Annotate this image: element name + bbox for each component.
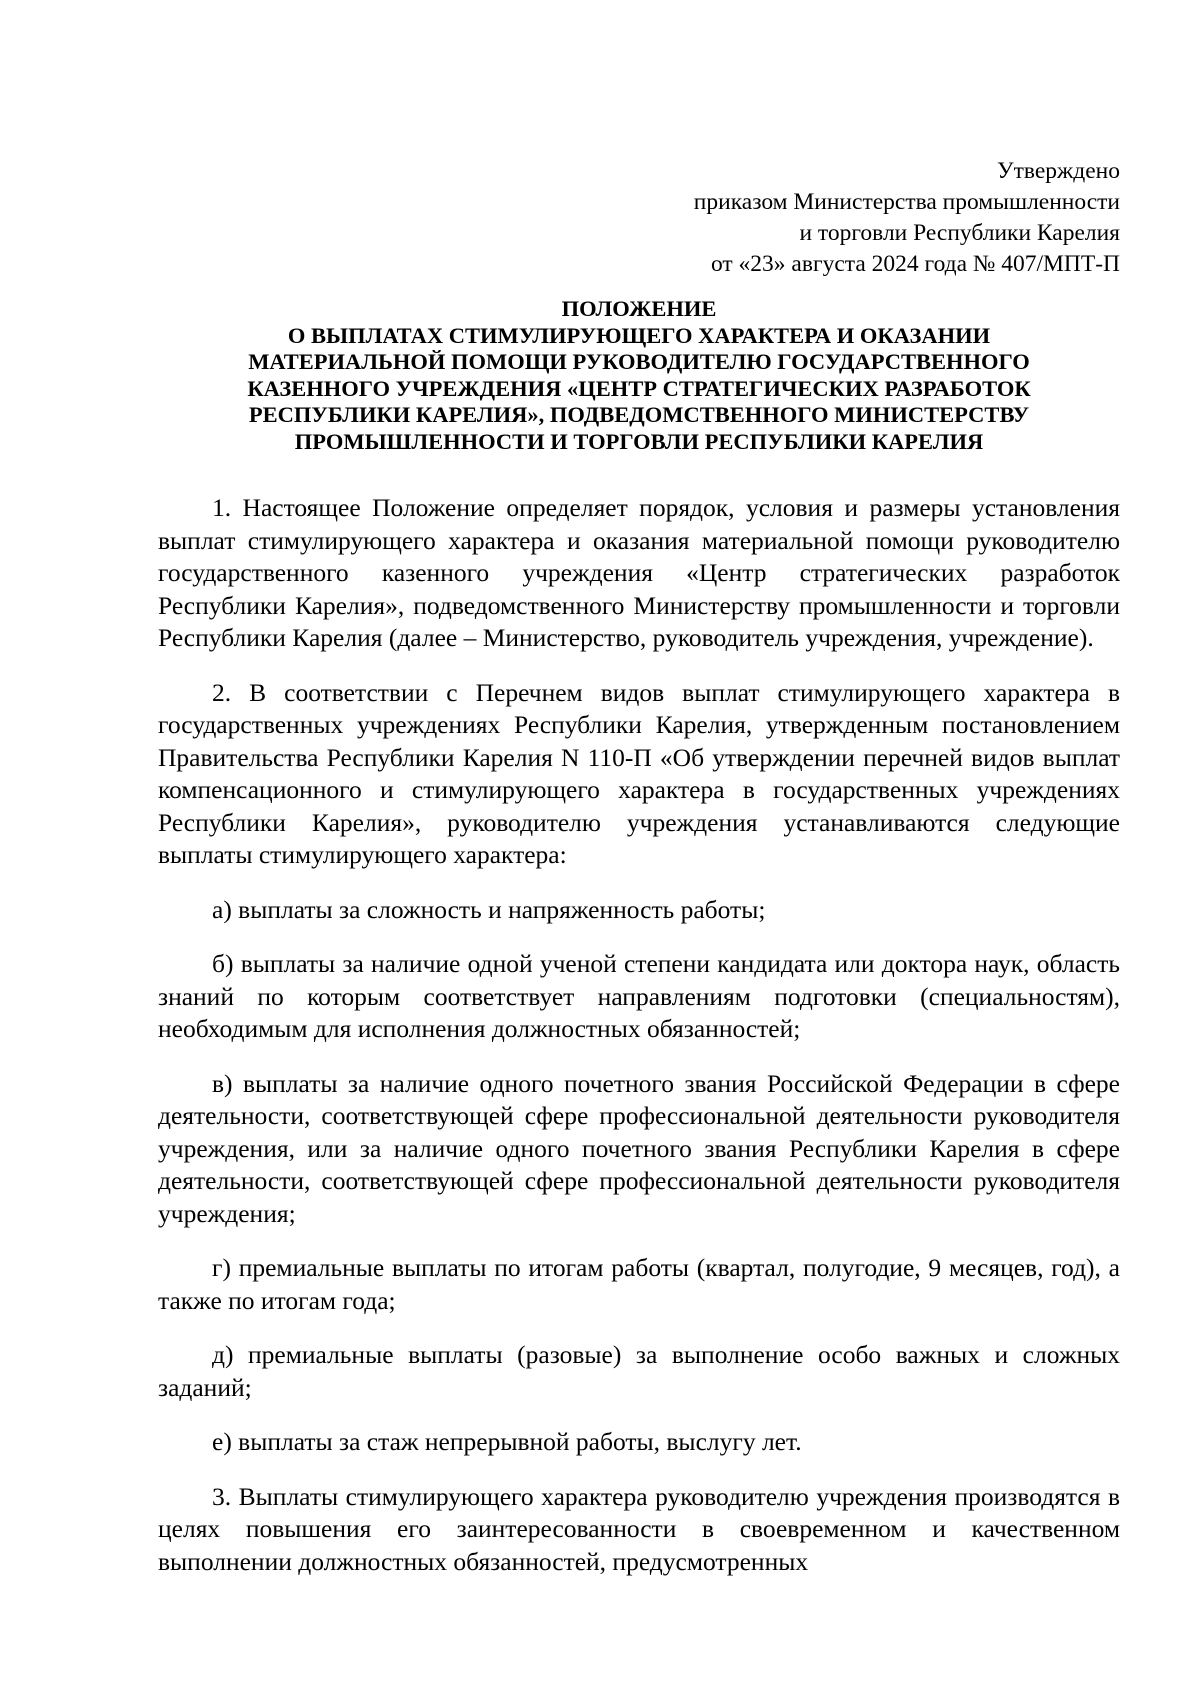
list-item-v: в) выплаты за наличие одного почетного звания Российской Федерации в сфере деятельности, соответствующей сфере профессиональной деятельности руководителя учреждения, или за наличие одного почетного звания Республики Карелия в сфере деятельности, соответствующей сфере профессиональной деятельности руководителя учреждения;: [158, 1068, 1120, 1228]
list-item-g: г) премиальные выплаты по итогам работы (квартал, полугодие, 9 месяцев, год), а также по итогам года;: [158, 1253, 1120, 1315]
title-line: О ВЫПЛАТАХ СТИМУЛИРУЮЩЕГО ХАРАКТЕРА И ОКАЗАНИИ: [287, 322, 991, 348]
approval-line: Утверждено: [997, 158, 1120, 184]
title-line: ПРОМЫШЛЕННОСТИ И ТОРГОВЛИ РЕСПУБЛИКИ КАРЕЛИЯ: [294, 428, 984, 454]
document-body: [158, 492, 1120, 1600]
paragraph-1: 1. Настоящее Положение определяет порядок, условия и размеры установления выплат стимулирующего характера и оказания материальной помощи руководителю государственного казенного учреждения «Центр стратегических разработок Республики Карелия», подведомственного Министерству промышленности и торговли Республики Карелия (далее – Министерство, руководитель учреждения, учреждение).: [158, 493, 1120, 652]
list-item-e: е) выплаты за стаж непрерывной работы, выслугу лет.: [212, 1427, 802, 1456]
document-page: [158, 0, 1120, 1697]
approval-line: от «23» августа 2024 года № 407/МПТ-П: [710, 251, 1120, 277]
list-item-d: д) премиальные выплаты (разовые) за выполнение особо важных и сложных заданий;: [158, 1340, 1120, 1402]
title-line: РЕСПУБЛИКИ КАРЕЛИЯ», ПОДВЕДОМСТВЕННОГО МИНИСТЕРСТВУ: [248, 402, 1030, 427]
list-item-a: а) выплаты за сложность и напряженность работы;: [212, 894, 766, 924]
title-line: ПОЛОЖЕНИЕ: [561, 296, 717, 321]
title-line: МАТЕРИАЛЬНОЙ ПОМОЩИ РУКОВОДИТЕЛЮ ГОСУДАРСТВЕННОГО: [248, 349, 1030, 374]
list-item-b: б) выплаты за наличие одной ученой степени кандидата или доктора наук, область знаний по которым соответствует направлениям подготовки (специальностям), необходимым для исполнения должностных обязанностей;: [158, 949, 1120, 1043]
approval-line: и торговли Республики Карелия: [799, 220, 1120, 246]
title-line: КАЗЕННОГО УЧРЕЖДЕНИЯ «ЦЕНТР СТРАТЕГИЧЕСКИХ РАЗРАБОТОК: [247, 375, 1031, 401]
approval-line: приказом Министерства промышленности: [693, 189, 1120, 215]
approval-stamp: [694, 156, 1120, 280]
paragraph-2: 2. В соответствии с Перечнем видов выплат стимулирующего характера в государственных учреждениях Республики Карелия, утвержденным постановлением Правительства Республики Карелия N 110-П «Об утверждении перечней видов выплат компенсационного и стимулирующего характера в государственных учреждениях Республики Карелия», руководителю учреждения устанавливаются следующие выплаты стимулирующего характера:: [158, 677, 1120, 869]
paragraph-3: 3. Выплаты стимулирующего характера руководителю учреждения производятся в целях повышения его заинтересованности в своевременном и качественном выполнении должностных обязанностей, предусмотренных: [158, 1481, 1120, 1576]
document-title: [158, 296, 1120, 455]
